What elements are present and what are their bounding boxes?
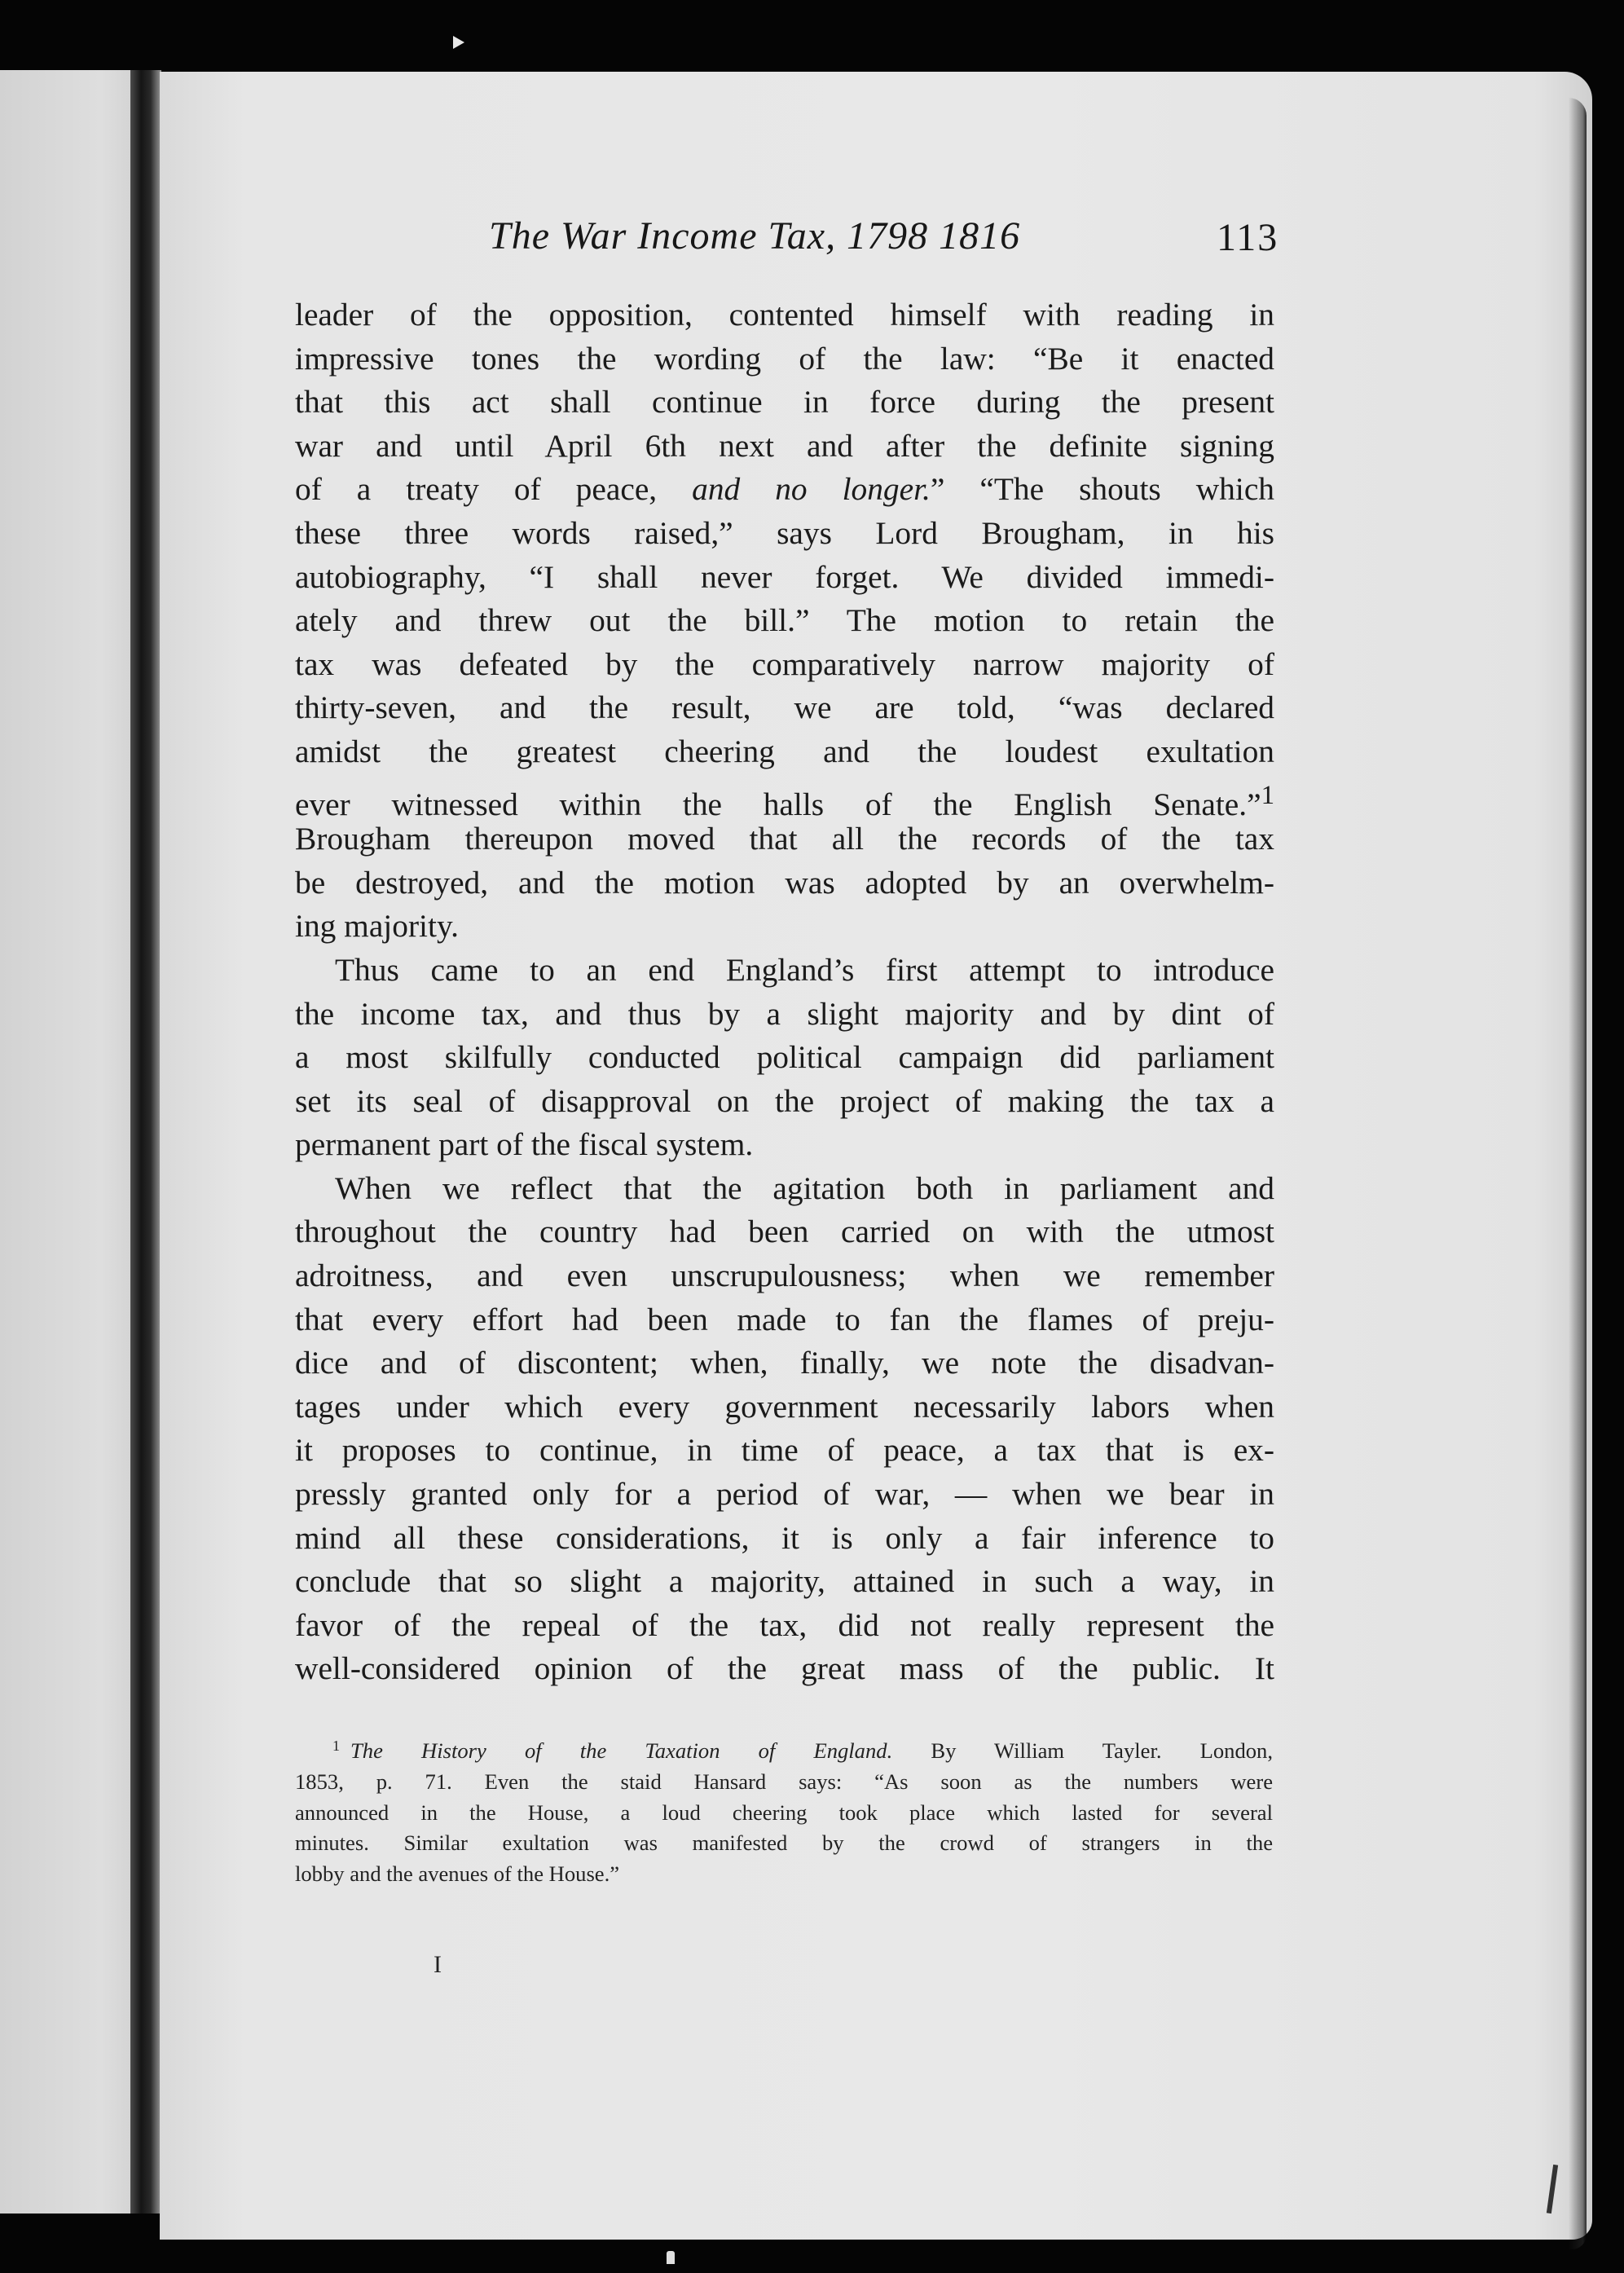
text-line: dice and of discontent; when, finally, we note the disadvan- <box>295 1345 1274 1381</box>
text-line: tax was defeated by the comparatively narrow majority of <box>295 645 1274 682</box>
footnote-line: minutes. Similar exultation was manifested by the crowd of strangers in the <box>295 1830 1273 1856</box>
text-line: thirty-seven, and the result, we are told, “was declared <box>295 689 1274 726</box>
footnote-reference: 1 <box>1261 780 1274 810</box>
text-segment: of a treaty of peace, <box>295 471 693 508</box>
text-line: set its seal of disapproval on the project of making the tax a <box>295 1082 1274 1119</box>
footnote-line <box>295 1736 1273 1767</box>
left-facing-page-edge <box>0 70 145 2214</box>
text-line: adroitness, and even unscrupulousness; when we remember <box>295 1258 1274 1294</box>
footnote-marker: 1 <box>332 1738 340 1754</box>
signature-mark: I <box>434 1951 442 1978</box>
footnote-text: By William Tayler. London, <box>892 1738 1273 1763</box>
text-line: these three words raised,” says Lord Brougham, in his <box>295 514 1274 551</box>
paragraph-start-line: When we reflect that the agitation both in parliament and <box>335 1170 1274 1206</box>
text-line: autobiography, “I shall never forget. We divided immedi- <box>295 558 1274 595</box>
text-line: Brougham thereupon moved that all the records of the tax <box>295 821 1274 857</box>
text-line: pressly granted only for a period of war, — when we bear in <box>295 1476 1274 1513</box>
page-right-edge-shadow <box>1569 98 1587 2249</box>
text-line: throughout the country had been carried on with the utmost <box>295 1214 1274 1250</box>
text-segment: ever witnessed within the halls of the English Senate.” <box>295 786 1261 822</box>
page-number: 113 <box>1217 216 1279 259</box>
text-segment: ” “The shouts which <box>930 471 1274 508</box>
text-line: conclude that so slight a majority, attained in such a way, in <box>295 1563 1274 1600</box>
text-line: mind all these considerations, it is only a fair inference to <box>295 1519 1274 1556</box>
text-line: war and until April 6th next and after the definite signing <box>295 427 1274 464</box>
footnote-line: announced in the House, a loud cheering took place which lasted for several <box>295 1799 1273 1825</box>
text-line: ing majority. <box>295 908 459 945</box>
text-line: permanent part of the fiscal system. <box>295 1126 754 1163</box>
footnote <box>295 1736 1273 1890</box>
text-line: that this act shall continue in force during the present <box>295 384 1274 421</box>
running-title: The War Income Tax, 1798 1816 <box>489 214 1021 258</box>
text-line: it proposes to continue, in time of peace, a tax that is ex- <box>295 1432 1274 1469</box>
text-line: be destroyed, and the motion was adopted by an overwhelm- <box>295 864 1274 901</box>
footnote-line: 1853, p. 71. Even the staid Hansard says: “As soon as the numbers were <box>295 1769 1273 1794</box>
text-line: leader of the opposition, contented himself with reading in <box>295 297 1274 333</box>
footnote-title: The History of the Taxation of England. <box>350 1738 893 1763</box>
body-text <box>295 293 1274 1691</box>
text-line: amidst the greatest cheering and the loudest exultation <box>295 733 1274 769</box>
text-line: tages under which every government necessarily labors when <box>295 1388 1274 1425</box>
text-line: the income tax, and thus by a slight majority and by dint of <box>295 995 1274 1032</box>
paragraph-start-line: Thus came to an end England’s first attempt to introduce <box>335 951 1274 988</box>
text-line: that every effort had been made to fan the flames of preju- <box>295 1301 1274 1337</box>
italic-phrase: and no longer. <box>692 471 931 508</box>
text-line: favor of the repeal of the tax, did not really represent the <box>295 1606 1274 1643</box>
footnote-line: lobby and the avenues of the House.” <box>295 1861 620 1887</box>
text-line-with-footnote-ref <box>295 774 1274 822</box>
text-line-with-italic <box>295 468 1274 512</box>
text-line: a most skilfully conducted political campaign did parliament <box>295 1039 1274 1076</box>
text-line: well-considered opinion of the great mass of the public. It <box>295 1650 1274 1687</box>
book-gutter-shadow <box>130 70 161 2214</box>
bottom-scan-mark <box>667 2251 675 2264</box>
top-scan-mark <box>453 36 464 49</box>
text-line: ately and threw out the bill.” The motion to retain the <box>295 602 1274 639</box>
text-line: impressive tones the wording of the law: “Be it enacted <box>295 340 1274 377</box>
page-header <box>489 204 1304 277</box>
